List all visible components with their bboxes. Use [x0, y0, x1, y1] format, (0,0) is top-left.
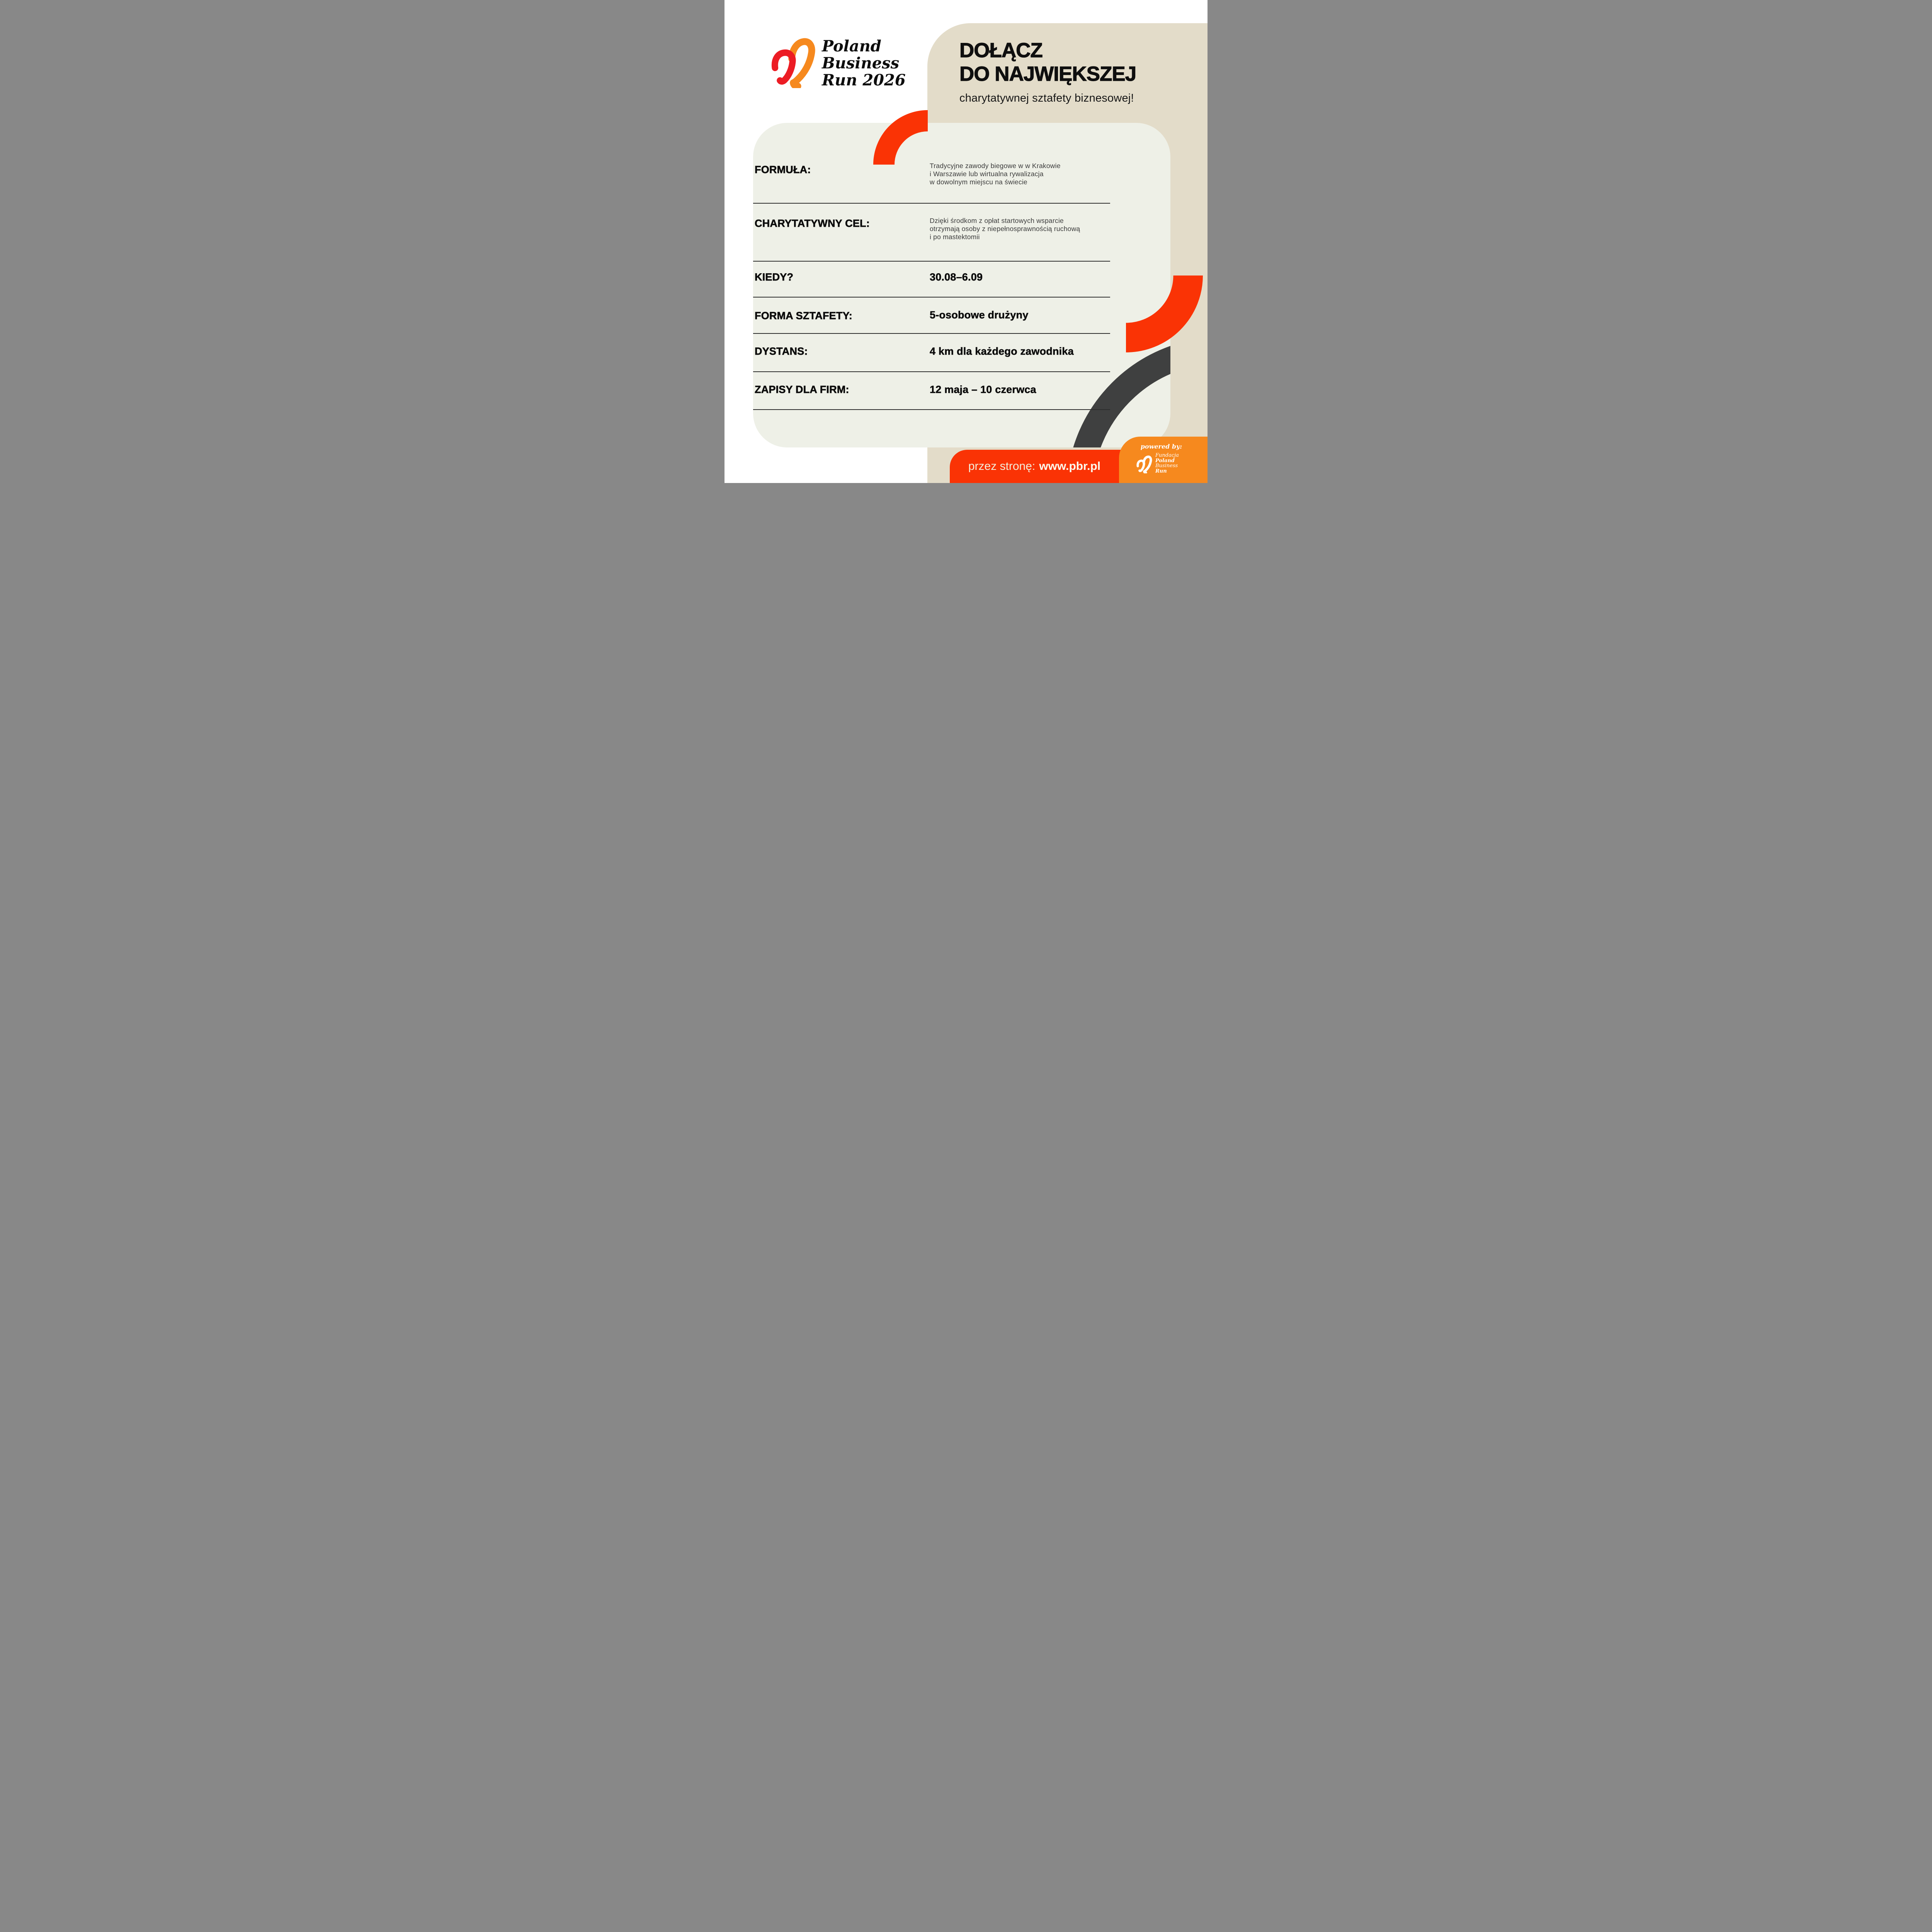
brand-line: Run 2026: [822, 71, 906, 89]
row-value-line: Dzięki środkom z opłat startowych wsparcie: [930, 217, 1064, 224]
row-value-formula: [930, 162, 1115, 186]
row-label-distance: DYSTANS:: [755, 345, 808, 357]
cta-text: [950, 450, 1119, 483]
cta-prefix: przez stronę:: [968, 460, 1036, 473]
powered-by-box: [1119, 437, 1208, 483]
powered-by-caption: powered by:: [1140, 443, 1182, 450]
row-value-line: Tradycyjne zawody biegowe w w Krakowie: [930, 162, 1061, 170]
header: [959, 39, 1191, 105]
foundation-wordmark: [1155, 453, 1179, 474]
page-subtitle: charytatywnej sztafety biznesowej!: [959, 92, 1134, 104]
row-label-formula: FORMUŁA:: [755, 164, 811, 175]
brand-line: Poland: [822, 37, 881, 55]
heart-icon: [770, 37, 816, 88]
row-divider: [753, 297, 1110, 298]
foundation-line: Business: [1155, 463, 1178, 469]
poster-page: [724, 0, 1208, 483]
brand-logo: [770, 37, 932, 95]
row-label-company-signup: ZAPISY DLA FIRM:: [755, 384, 849, 395]
row-divider: [753, 371, 1110, 372]
row-value-line: i po mastektomii: [930, 233, 980, 241]
page-title: [959, 39, 1191, 86]
foundation-line: Run: [1155, 468, 1167, 474]
row-value-distance: 4 km dla każdego zawodnika: [930, 345, 1074, 357]
row-value-line: otrzymają osoby z niepełnosprawnością ruchową: [930, 225, 1080, 233]
row-value-charity-goal: [930, 217, 1115, 241]
brand-line: Business: [822, 54, 900, 72]
row-value-line: w dowolnym miejscu na świecie: [930, 178, 1027, 186]
foundation-logo: [1136, 453, 1179, 474]
row-label-charity-goal: CHARYTATYWNY CEL:: [755, 218, 870, 229]
brand-wordmark: [822, 38, 906, 89]
title-line-1: DOŁĄCZ: [959, 39, 1043, 62]
cta-url-link[interactable]: www.pbr.pl: [1039, 460, 1101, 473]
row-value-line: i Warszawie lub wirtualna rywalizacja: [930, 170, 1044, 178]
row-label-when: KIEDY?: [755, 271, 794, 283]
row-divider: [753, 333, 1110, 334]
row-value-relay-form: 5-osobowe drużyny: [930, 309, 1029, 321]
heart-white-icon: [1136, 455, 1152, 473]
foundation-line: Fundacja: [1155, 452, 1179, 458]
row-divider: [753, 409, 1110, 410]
row-label-relay-form: FORMA SZTAFETY:: [755, 310, 852, 321]
row-divider: [753, 261, 1110, 262]
row-value-company-signup: 12 maja – 10 czerwca: [930, 384, 1036, 395]
foundation-line: Poland: [1155, 457, 1175, 464]
row-value-when: 30.08–6.09: [930, 271, 983, 283]
row-divider: [753, 203, 1110, 204]
title-line-2: DO NAJWIĘKSZEJ: [959, 63, 1136, 85]
